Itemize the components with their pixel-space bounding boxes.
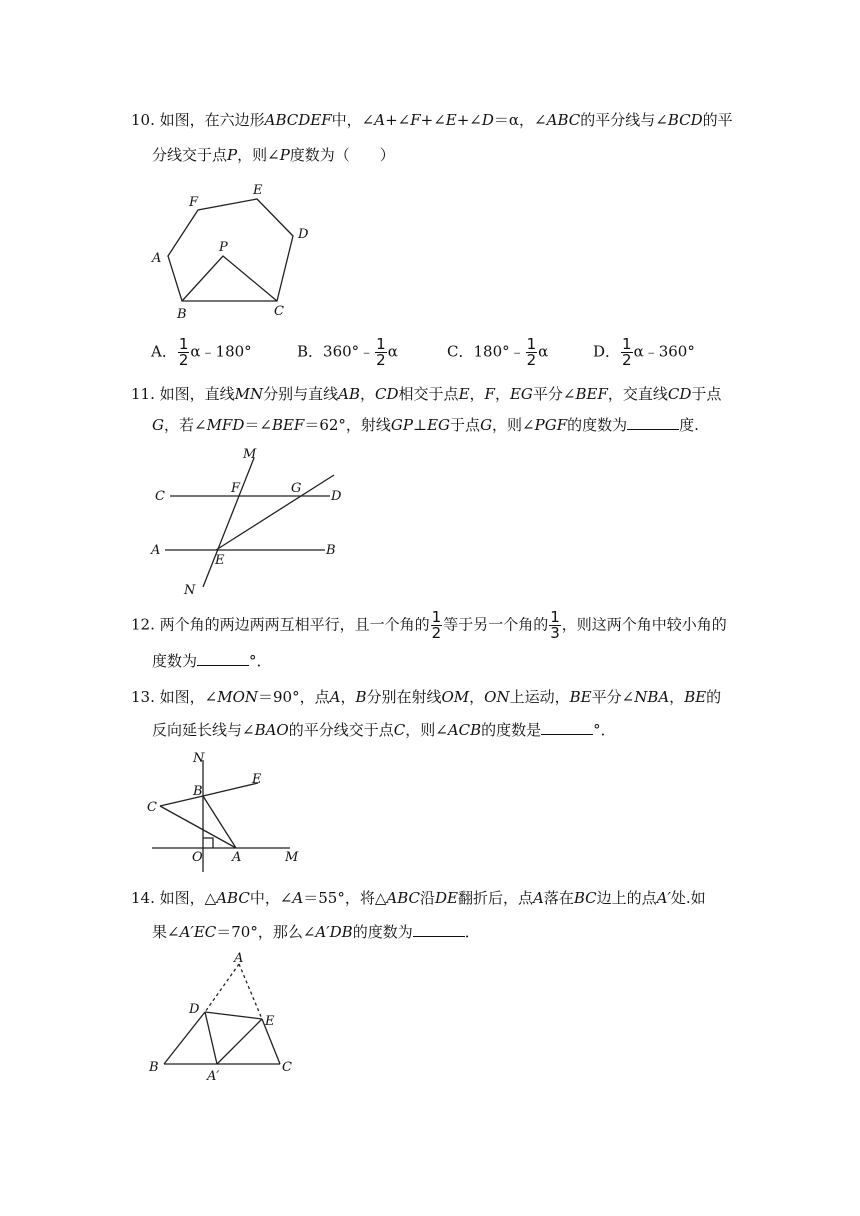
label-f: F (189, 195, 199, 210)
label-e: E (253, 183, 263, 198)
segment-ba (203, 796, 236, 848)
label-c: C (274, 304, 284, 319)
label-b: B (149, 1060, 159, 1075)
label-a: A (151, 543, 161, 558)
q10-option-a[interactable]: A． $\frac{1}{2}$ α﹣180° (151, 335, 252, 369)
label-a-prime: A′ (207, 1069, 220, 1084)
fraction-half: $\frac{1}{2}$ (431, 608, 442, 642)
label-d: D (331, 489, 342, 504)
label-e: E (265, 1014, 275, 1029)
hexagon (168, 199, 293, 301)
label-a: A (234, 951, 244, 966)
answer-blank[interactable] (541, 720, 593, 735)
q10-option-c[interactable]: C．180°﹣ $\frac{1}{2}$ α (447, 335, 549, 369)
q10-line-1: 10. 如图，在六边形ABCDEF中，∠A+∠F+∠E+∠D＝α，∠ABC的平分线与∠BCD的平 (131, 111, 733, 129)
side-b-d-edge (164, 1012, 205, 1064)
segment-da2 (205, 1012, 217, 1064)
label-g: G (291, 481, 302, 496)
q10-option-d[interactable]: D． $\frac{1}{2}$ α﹣360° (593, 335, 695, 369)
label-e: E (215, 553, 225, 568)
label-b: B (177, 307, 187, 322)
dashed-ad (205, 964, 239, 1012)
label-a: A (232, 850, 242, 865)
label-n: N (184, 583, 196, 598)
label-c: C (155, 489, 165, 504)
q13-line-1: 13. 如图，∠MON＝90°，点A，B分别在射线OM，ON上运动，BE平分∠NBA，BE的 (131, 688, 722, 706)
fraction: $\frac{1}{2}$ (376, 335, 386, 369)
label-b: B (193, 784, 203, 799)
answer-blank[interactable] (627, 415, 679, 430)
q12-line-2: 度数为 °． (152, 652, 272, 670)
line-mn (203, 458, 254, 587)
label-f: F (231, 481, 241, 496)
q10-line-2: 分线交于点P，则∠P度数为（ ） (152, 146, 395, 164)
answer-blank[interactable] (197, 651, 249, 666)
label-d: D (298, 227, 309, 242)
fraction: $\frac{1}{2}$ (178, 335, 189, 369)
fraction-third: $\frac{1}{3}$ (550, 608, 560, 642)
label-m: M (243, 447, 257, 462)
segment-ea2 (217, 1019, 262, 1064)
q10-option-b[interactable]: B．360°﹣ $\frac{1}{2}$ α (297, 335, 398, 369)
label-m: M (285, 850, 299, 865)
label-p: P (219, 240, 228, 255)
side-ec (262, 1019, 280, 1064)
q14-line-2: 果∠A′EC＝70°，那么∠A′DB的度数为 ． (152, 923, 480, 941)
ray-eg (216, 475, 334, 550)
label-b: B (326, 543, 336, 558)
q14-line-1: 14. 如图，△ABC中，∠A＝55°，将△ABC沿DE翻折后，点A落在BC边上的点A′处.如 (131, 889, 706, 907)
q12-line-1: 12. 两个角的两边两两互相平行，且一个角的 $\frac{1}{2}$ 等于另一个角的 $\frac{1}{3}$ ，则这两个角中较小角的 (131, 608, 727, 642)
ray-be (203, 783, 258, 796)
q13-line-2: 反向延长线与∠BAO的平分线交于点C，则∠ACB的度数是 °． (152, 721, 616, 739)
right-angle-mark (203, 838, 213, 848)
label-a: A (152, 251, 162, 266)
bisectors-bp-cp (182, 256, 277, 301)
label-e: E (252, 772, 262, 787)
fold-de (205, 1012, 262, 1019)
label-d: D (189, 1002, 200, 1017)
label-c: C (282, 1060, 292, 1075)
fraction: $\frac{1}{2}$ (622, 335, 632, 369)
label-n: N (193, 751, 205, 766)
label-c: C (147, 800, 157, 815)
answer-blank[interactable] (413, 922, 465, 937)
q11-line-2: G，若∠MFD＝∠BEF＝62°，射线GP⊥EG于点G，则∠PGF的度数为 度. (152, 416, 699, 434)
q11-line-1: 11. 如图，直线MN分别与直线AB，CD相交于点E，F，EG平分∠BEF，交直线CD于点 (131, 385, 722, 403)
dashed-ae (239, 964, 262, 1019)
segment-ca (160, 806, 236, 848)
fraction: $\frac{1}{2}$ (526, 335, 537, 369)
label-o: O (192, 850, 203, 865)
segment-cb (160, 796, 203, 806)
